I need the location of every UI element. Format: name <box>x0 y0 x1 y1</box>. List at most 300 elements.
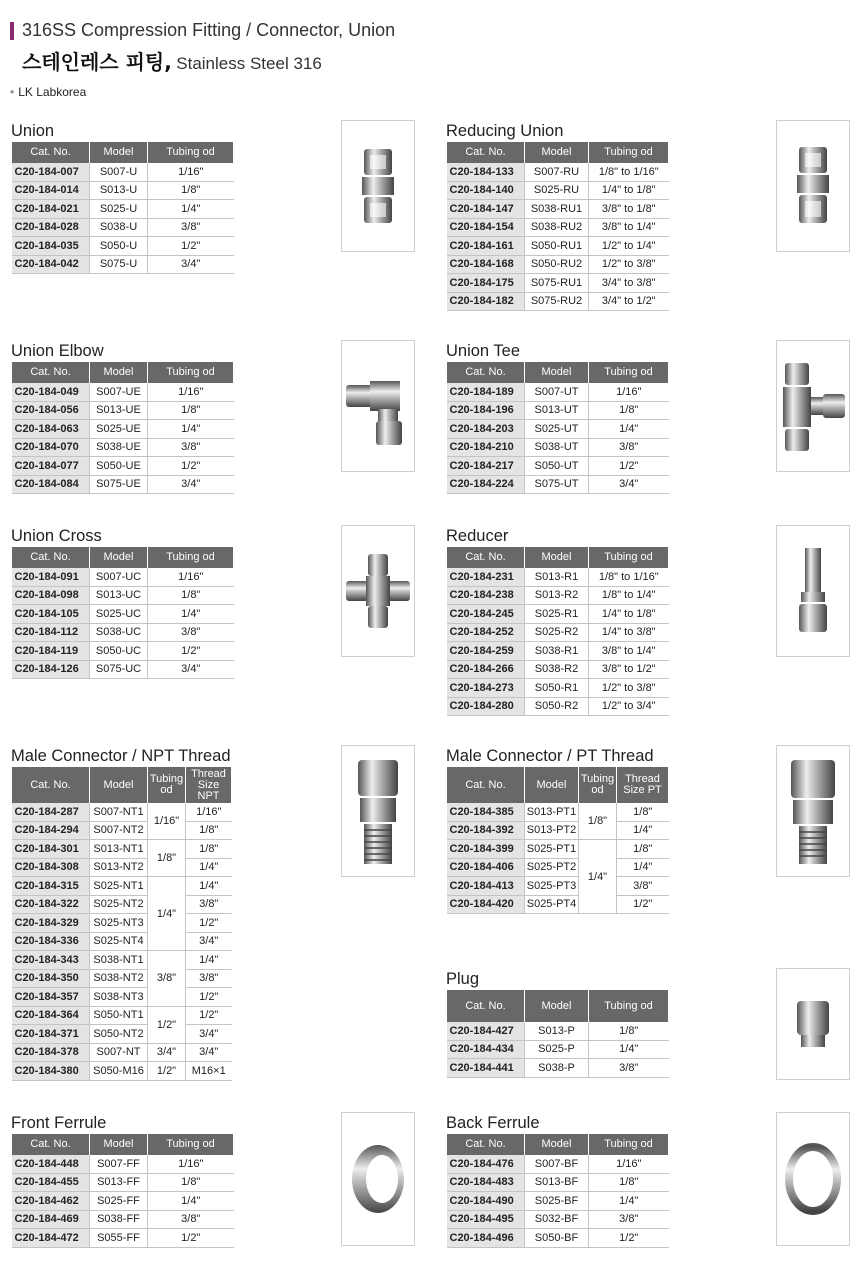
table-row <box>12 383 234 401</box>
column-header: Thread Size NPT <box>186 767 232 803</box>
table-row <box>12 438 234 457</box>
model-cell: S025-PT3 <box>525 877 579 896</box>
tubing-od-cell: 1/2" <box>148 1006 186 1043</box>
section-union-elbow <box>11 340 234 494</box>
cat-no-cell: C20-184-035 <box>12 237 90 256</box>
model-cell: S025-NT2 <box>90 895 148 914</box>
tubing-od-cell: 1/4" to 1/8" <box>589 181 669 200</box>
thread-size-cell: 1/4" <box>186 858 232 877</box>
table-row <box>447 697 669 716</box>
table-row <box>447 1040 669 1059</box>
table-row <box>12 255 234 274</box>
cat-no-cell: C20-184-217 <box>447 457 525 476</box>
tubing-od-cell: 1/16" <box>148 1155 234 1173</box>
cat-no-cell: C20-184-119 <box>12 642 90 661</box>
union-tee-table <box>446 362 669 494</box>
column-header: Tubing od <box>148 142 234 163</box>
model-cell: S075-RU2 <box>525 292 589 311</box>
thread-size-cell: 1/8" <box>617 803 669 821</box>
cat-no-cell: C20-184-413 <box>447 877 525 896</box>
model-cell: S050-UE <box>90 457 148 476</box>
column-header: Thread Size PT <box>617 767 669 803</box>
model-cell: S007-UT <box>525 383 589 401</box>
model-cell: S025-UT <box>525 420 589 439</box>
cat-no-cell: C20-184-392 <box>447 821 525 840</box>
page-title: 316SS Compression Fitting / Connector, Union <box>22 20 396 40</box>
column-header: Model <box>525 1134 589 1155</box>
model-cell: S038-UE <box>90 438 148 457</box>
tubing-od-cell: 1/2" to 3/8" <box>589 679 669 698</box>
model-cell: S075-UT <box>525 475 589 494</box>
model-cell: S007-U <box>90 163 148 181</box>
column-header: Tubing od <box>589 1134 669 1155</box>
back-ferrule-photo <box>776 1112 850 1246</box>
cat-no-cell: C20-184-483 <box>447 1173 525 1192</box>
table-row <box>12 181 234 200</box>
model-cell: S013-UE <box>90 401 148 420</box>
cat-no-cell: C20-184-175 <box>447 274 525 293</box>
thread-size-cell: 1/4" <box>186 877 232 896</box>
tubing-od-cell: 1/2" <box>148 1062 186 1081</box>
cat-no-cell: C20-184-140 <box>447 181 525 200</box>
front-ferrule-photo <box>341 1112 415 1246</box>
cat-no-cell: C20-184-014 <box>12 181 90 200</box>
column-header: Tubing od <box>148 767 186 803</box>
union-tee-title: Union Tee <box>446 342 521 360</box>
model-cell: S007-NT2 <box>90 821 148 840</box>
model-cell: S007-BF <box>525 1155 589 1173</box>
plug-photo <box>776 968 850 1080</box>
table-row <box>12 475 234 494</box>
model-cell: S025-RU <box>525 181 589 200</box>
table-row <box>12 821 232 840</box>
model-cell: S075-U <box>90 255 148 274</box>
model-cell: S038-NT1 <box>90 951 148 970</box>
column-header: Tubing od <box>589 547 669 568</box>
model-cell: S013-PT2 <box>525 821 579 840</box>
table-row <box>447 383 669 401</box>
model-cell: S038-RU1 <box>525 200 589 219</box>
tubing-od-cell: 1/16" <box>148 383 234 401</box>
table-row <box>447 1155 669 1173</box>
cat-no-cell: C20-184-301 <box>12 840 90 859</box>
tubing-od-cell: 3/4" <box>148 1043 186 1062</box>
cat-no-cell: C20-184-133 <box>447 163 525 181</box>
tubing-od-cell: 1/8" <box>148 586 234 605</box>
thread-size-cell: 1/8" <box>617 840 669 859</box>
column-header: Cat. No. <box>447 547 525 568</box>
model-cell: S025-PT2 <box>525 858 579 877</box>
section-male-pt <box>446 745 669 914</box>
table-row <box>12 1210 234 1229</box>
table-row <box>12 1043 232 1062</box>
tubing-od-cell: 1/2" <box>148 237 234 256</box>
model-cell: S013-R2 <box>525 586 589 605</box>
column-header: Model <box>90 767 148 803</box>
table-row <box>447 623 669 642</box>
cat-no-cell: C20-184-007 <box>12 163 90 181</box>
table-row <box>447 181 669 200</box>
column-header: Model <box>525 767 579 803</box>
model-cell: S013-P <box>525 1022 589 1040</box>
table-row <box>12 988 232 1007</box>
cat-no-cell: C20-184-224 <box>447 475 525 494</box>
column-header: Cat. No. <box>12 767 90 803</box>
thread-size-cell: 3/4" <box>186 932 232 951</box>
thread-size-cell: 1/16" <box>186 803 232 821</box>
section-back-ferrule <box>446 1112 669 1248</box>
column-header: Cat. No. <box>12 142 90 163</box>
tubing-od-cell: 3/8" <box>589 1059 669 1078</box>
cat-no-cell: C20-184-238 <box>447 586 525 605</box>
model-cell: S038-RU2 <box>525 218 589 237</box>
tubing-od-cell: 1/8" <box>148 1173 234 1192</box>
table-row <box>447 457 669 476</box>
tubing-od-cell: 1/4" <box>589 420 669 439</box>
front-ferrule-title: Front Ferrule <box>11 1114 107 1132</box>
model-cell: S025-NT1 <box>90 877 148 896</box>
thread-size-cell: 1/2" <box>186 914 232 933</box>
thread-size-cell: 1/4" <box>617 858 669 877</box>
model-cell: S050-UT <box>525 457 589 476</box>
tubing-od-cell: 3/8" to 1/4" <box>589 218 669 237</box>
model-cell: S038-UC <box>90 623 148 642</box>
back-ferrule-title: Back Ferrule <box>446 1114 540 1132</box>
cat-no-cell: C20-184-077 <box>12 457 90 476</box>
cat-no-cell: C20-184-084 <box>12 475 90 494</box>
cat-no-cell: C20-184-378 <box>12 1043 90 1062</box>
table-row <box>12 932 232 951</box>
model-cell: S025-NT3 <box>90 914 148 933</box>
model-cell: S038-FF <box>90 1210 148 1229</box>
thread-size-cell: 3/8" <box>617 877 669 896</box>
model-cell: S013-NT1 <box>90 840 148 859</box>
tubing-od-cell: 1/8" to 1/16" <box>589 163 669 181</box>
cat-no-cell: C20-184-495 <box>447 1210 525 1229</box>
model-cell: S007-UC <box>90 568 148 586</box>
model-cell: S050-RU2 <box>525 255 589 274</box>
subtitle-korean: 스테인레스 피팅, <box>22 50 172 74</box>
thread-size-cell: 3/8" <box>186 969 232 988</box>
table-row <box>12 951 232 970</box>
table-row <box>12 969 232 988</box>
table-row <box>447 821 669 840</box>
table-row <box>12 858 232 877</box>
union-tee-photo <box>776 340 850 472</box>
table-row <box>447 1192 669 1211</box>
tubing-od-cell: 1/16" <box>589 1155 669 1173</box>
model-cell: S038-UT <box>525 438 589 457</box>
union-cross-photo <box>341 525 415 657</box>
model-cell: S013-R1 <box>525 568 589 586</box>
column-header: Tubing od <box>589 362 669 383</box>
section-reducer <box>446 525 669 716</box>
table-row <box>12 1006 232 1025</box>
tubing-od-cell: 1/4" <box>148 605 234 624</box>
cat-no-cell: C20-184-434 <box>447 1040 525 1059</box>
subtitle-english: Stainless Steel 316 <box>176 54 322 73</box>
cat-no-cell: C20-184-056 <box>12 401 90 420</box>
tubing-od-cell: 1/2" <box>589 1229 669 1248</box>
plug-table <box>446 990 669 1078</box>
model-cell: S025-R1 <box>525 605 589 624</box>
cat-no-cell: C20-184-469 <box>12 1210 90 1229</box>
table-row <box>12 623 234 642</box>
tubing-od-cell: 3/8" <box>148 218 234 237</box>
section-union-tee <box>446 340 669 494</box>
thread-size-cell: 3/8" <box>186 895 232 914</box>
tubing-od-cell: 1/16" <box>148 163 234 181</box>
column-header: Model <box>90 547 148 568</box>
cat-no-cell: C20-184-105 <box>12 605 90 624</box>
tubing-od-cell: 1/16" <box>148 568 234 586</box>
column-header: Cat. No. <box>447 142 525 163</box>
thread-size-cell: 1/4" <box>617 821 669 840</box>
model-cell: S007-NT <box>90 1043 148 1062</box>
cat-no-cell: C20-184-364 <box>12 1006 90 1025</box>
model-cell: S050-NT1 <box>90 1006 148 1025</box>
table-row <box>12 1192 234 1211</box>
table-row <box>447 1173 669 1192</box>
union-title: Union <box>11 122 55 140</box>
column-header: Cat. No. <box>447 362 525 383</box>
model-cell: S038-NT3 <box>90 988 148 1007</box>
model-cell: S050-NT2 <box>90 1025 148 1044</box>
section-male-npt <box>11 745 232 1081</box>
table-row <box>12 1173 234 1192</box>
tubing-od-cell: 1/4" to 3/8" <box>589 623 669 642</box>
tubing-od-cell: 3/4" <box>148 255 234 274</box>
cat-no-cell: C20-184-357 <box>12 988 90 1007</box>
table-row <box>447 1059 669 1078</box>
cat-no-cell: C20-184-245 <box>447 605 525 624</box>
column-header: Cat. No. <box>12 547 90 568</box>
thread-size-cell: 1/2" <box>617 895 669 914</box>
reducing-union-table <box>446 142 669 311</box>
cat-no-cell: C20-184-189 <box>447 383 525 401</box>
cat-no-cell: C20-184-273 <box>447 679 525 698</box>
reducer-table <box>446 547 669 716</box>
table-row <box>447 475 669 494</box>
brand-name: LK Labkorea <box>18 85 87 99</box>
cat-no-cell: C20-184-210 <box>447 438 525 457</box>
union-elbow-table <box>11 362 234 494</box>
tubing-od-cell: 1/8" <box>589 1022 669 1040</box>
thread-size-cell: 1/8" <box>186 840 232 859</box>
column-header: Cat. No. <box>447 767 525 803</box>
tubing-od-cell: 3/8" <box>148 1210 234 1229</box>
table-row <box>447 858 669 877</box>
model-cell: S013-NT2 <box>90 858 148 877</box>
tubing-od-cell: 1/8" <box>148 401 234 420</box>
model-cell: S025-U <box>90 200 148 219</box>
model-cell: S025-PT1 <box>525 840 579 859</box>
reducer-photo <box>776 525 850 657</box>
cat-no-cell: C20-184-308 <box>12 858 90 877</box>
table-row <box>447 642 669 661</box>
union-cross-table <box>11 547 234 679</box>
male-pt-photo <box>776 745 850 877</box>
column-header: Tubing od <box>579 767 617 803</box>
section-front-ferrule <box>11 1112 234 1248</box>
thread-size-cell: 3/4" <box>186 1043 232 1062</box>
model-cell: S013-PT1 <box>525 803 579 821</box>
cat-no-cell: C20-184-329 <box>12 914 90 933</box>
table-row <box>447 803 669 821</box>
column-header: Tubing od <box>148 547 234 568</box>
table-row <box>12 218 234 237</box>
thread-size-cell: 1/2" <box>186 1006 232 1025</box>
model-cell: S007-RU <box>525 163 589 181</box>
cat-no-cell: C20-184-252 <box>447 623 525 642</box>
cat-no-cell: C20-184-441 <box>447 1059 525 1078</box>
table-row <box>12 1025 232 1044</box>
table-row <box>12 877 232 896</box>
cat-no-cell: C20-184-098 <box>12 586 90 605</box>
union-table <box>11 142 234 274</box>
model-cell: S038-R2 <box>525 660 589 679</box>
column-header: Tubing od <box>148 362 234 383</box>
model-cell: S013-U <box>90 181 148 200</box>
cat-no-cell: C20-184-385 <box>447 803 525 821</box>
reducing-union-photo <box>776 120 850 252</box>
tubing-od-cell: 1/4" <box>589 1192 669 1211</box>
male-npt-title: Male Connector / NPT Thread <box>11 747 231 765</box>
table-row <box>447 163 669 181</box>
thread-size-cell: 1/2" <box>186 988 232 1007</box>
cat-no-cell: C20-184-343 <box>12 951 90 970</box>
model-cell: S032-BF <box>525 1210 589 1229</box>
model-cell: S013-BF <box>525 1173 589 1192</box>
page-subtitle <box>22 46 322 75</box>
cat-no-cell: C20-184-476 <box>447 1155 525 1173</box>
table-row <box>447 1210 669 1229</box>
thread-size-cell: 1/4" <box>186 951 232 970</box>
table-row <box>447 420 669 439</box>
table-row <box>12 605 234 624</box>
table-row <box>12 1155 234 1173</box>
tubing-od-cell: 1/16" <box>148 803 186 840</box>
tubing-od-cell: 1/4" to 1/8" <box>589 605 669 624</box>
model-cell: S038-R1 <box>525 642 589 661</box>
cat-no-cell: C20-184-287 <box>12 803 90 821</box>
model-cell: S050-R2 <box>525 697 589 716</box>
tubing-od-cell: 1/8" <box>589 1173 669 1192</box>
cat-no-cell: C20-184-280 <box>447 697 525 716</box>
table-row <box>12 568 234 586</box>
model-cell: S025-NT4 <box>90 932 148 951</box>
table-row <box>447 274 669 293</box>
union-photo <box>341 120 415 252</box>
model-cell: S013-FF <box>90 1173 148 1192</box>
table-row <box>447 605 669 624</box>
tubing-od-cell: 1/2" to 3/4" <box>589 697 669 716</box>
column-header: Cat. No. <box>447 990 525 1022</box>
tubing-od-cell: 1/4" <box>579 840 617 914</box>
tubing-od-cell: 1/2" <box>148 642 234 661</box>
tubing-od-cell: 3/4" to 1/2" <box>589 292 669 311</box>
model-cell: S025-R2 <box>525 623 589 642</box>
plug-title: Plug <box>446 970 480 988</box>
cat-no-cell: C20-184-063 <box>12 420 90 439</box>
model-cell: S038-NT2 <box>90 969 148 988</box>
male-pt-title: Male Connector / PT Thread <box>446 747 654 765</box>
model-cell: S050-U <box>90 237 148 256</box>
model-cell: S050-R1 <box>525 679 589 698</box>
union-elbow-photo <box>341 340 415 472</box>
column-header: Tubing od <box>589 990 669 1022</box>
tubing-od-cell: 3/4" <box>589 475 669 494</box>
model-cell: S050-RU1 <box>525 237 589 256</box>
model-cell: S075-UE <box>90 475 148 494</box>
male-npt-photo <box>341 745 415 877</box>
table-row <box>447 660 669 679</box>
table-row <box>447 200 669 219</box>
table-row <box>447 1022 669 1040</box>
cat-no-cell: C20-184-472 <box>12 1229 90 1248</box>
table-row <box>12 420 234 439</box>
table-row <box>447 895 669 914</box>
tubing-od-cell: 1/8" <box>148 181 234 200</box>
cat-no-cell: C20-184-147 <box>447 200 525 219</box>
model-cell: S038-P <box>525 1059 589 1078</box>
model-cell: S013-UC <box>90 586 148 605</box>
column-header: Tubing od <box>589 142 669 163</box>
model-cell: S075-RU1 <box>525 274 589 293</box>
table-row <box>447 877 669 896</box>
cat-no-cell: C20-184-070 <box>12 438 90 457</box>
table-row <box>12 642 234 661</box>
tubing-od-cell: 3/4" <box>148 475 234 494</box>
cat-no-cell: C20-184-182 <box>447 292 525 311</box>
back-ferrule-table <box>446 1134 669 1248</box>
section-plug <box>446 968 669 1078</box>
tubing-od-cell: 1/2" <box>148 457 234 476</box>
table-row <box>12 840 232 859</box>
tubing-od-cell: 3/8" <box>148 951 186 1007</box>
model-cell: S025-UE <box>90 420 148 439</box>
tubing-od-cell: 1/16" <box>589 383 669 401</box>
column-header: Model <box>525 142 589 163</box>
brand-label <box>10 85 86 99</box>
cat-no-cell: C20-184-336 <box>12 932 90 951</box>
table-row <box>447 237 669 256</box>
tubing-od-cell: 3/8" <box>148 623 234 642</box>
model-cell: S025-P <box>525 1040 589 1059</box>
model-cell: S025-UC <box>90 605 148 624</box>
model-cell: S075-UC <box>90 660 148 679</box>
cat-no-cell: C20-184-455 <box>12 1173 90 1192</box>
model-cell: S050-M16 <box>90 1062 148 1081</box>
table-row <box>12 163 234 181</box>
tubing-od-cell: 1/8" to 1/16" <box>589 568 669 586</box>
table-row <box>447 840 669 859</box>
model-cell: S025-FF <box>90 1192 148 1211</box>
tubing-od-cell: 3/8" <box>589 1210 669 1229</box>
tubing-od-cell: 1/4" <box>148 877 186 951</box>
cat-no-cell: C20-184-021 <box>12 200 90 219</box>
model-cell: S050-BF <box>525 1229 589 1248</box>
cat-no-cell: C20-184-126 <box>12 660 90 679</box>
table-row <box>12 895 232 914</box>
cat-no-cell: C20-184-196 <box>447 401 525 420</box>
union-elbow-title: Union Elbow <box>11 342 104 360</box>
tubing-od-cell: 3/8" <box>148 438 234 457</box>
cat-no-cell: C20-184-112 <box>12 623 90 642</box>
cat-no-cell: C20-184-161 <box>447 237 525 256</box>
tubing-od-cell: 1/2" to 1/4" <box>589 237 669 256</box>
model-cell: S007-UE <box>90 383 148 401</box>
